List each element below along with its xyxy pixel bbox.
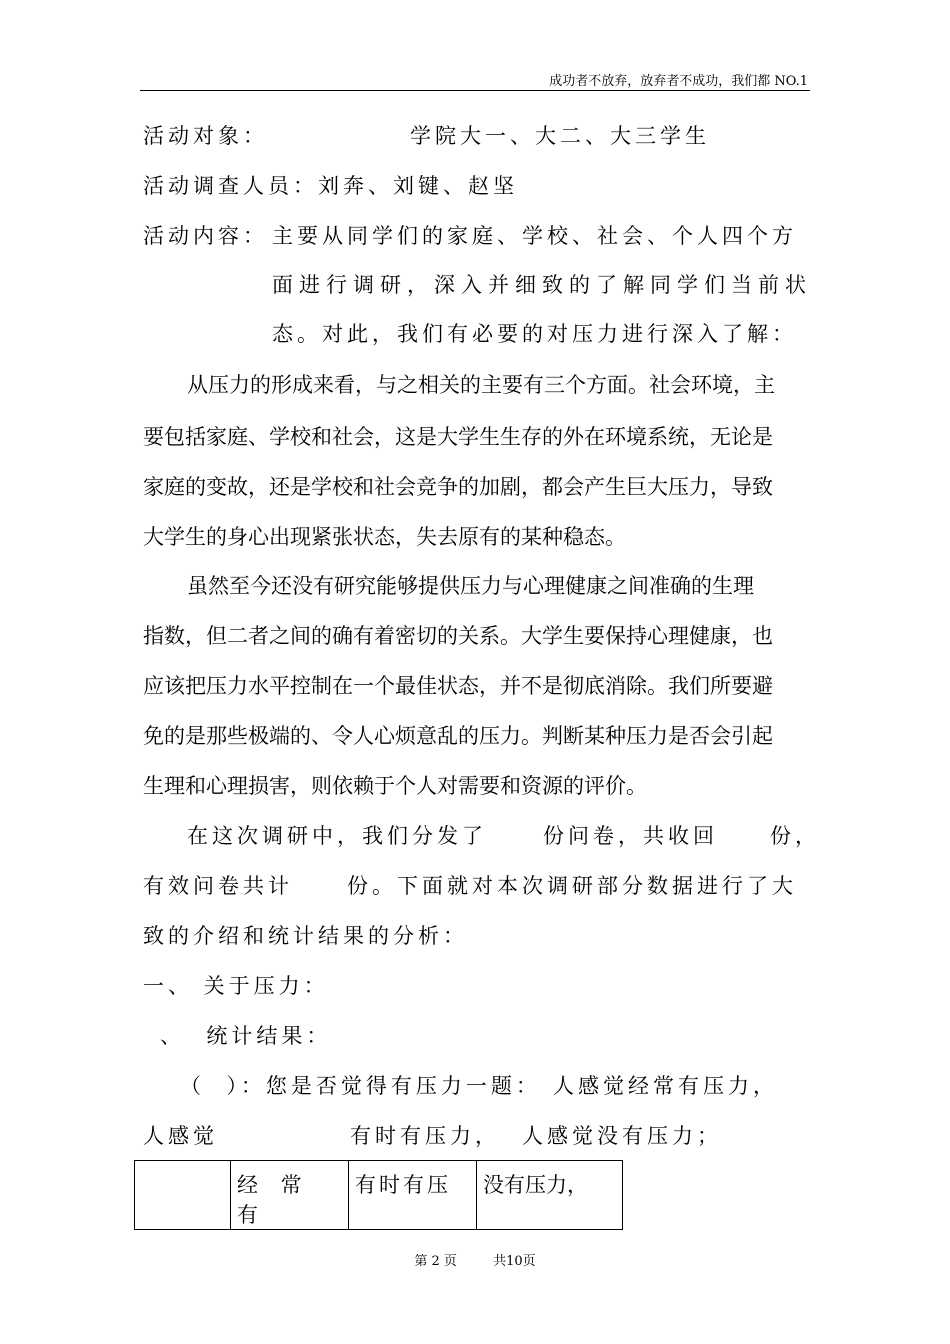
table-row xyxy=(135,1161,623,1230)
table-cell xyxy=(135,1161,231,1230)
p3-line-2a: 有效问卷共计 xyxy=(143,874,293,898)
p3-line-1c: 份， xyxy=(770,824,820,848)
section-heading: 一、 关于压力： xyxy=(143,974,329,998)
p3-line-3: 致的介绍和统计结果的分析： xyxy=(143,924,468,948)
page-footer xyxy=(0,1250,950,1269)
p3-line-2b: 份。下面就对本次调研部分数据进行了大 xyxy=(347,874,797,898)
content-line-2: 面进行调研，深入并细致的了解同学们当前状 xyxy=(272,273,812,297)
target-value: 学院大一、大二、大三学生 xyxy=(410,124,710,148)
header-motto: 成功者不放弃，放弃者不成功，我们都 NO.1 xyxy=(549,74,808,89)
content-label: 活动内容： xyxy=(143,224,268,248)
page-total: 共10页 xyxy=(493,1254,536,1269)
p2-line-4: 免的是那些极端的、令人心烦意乱的压力。判断某种压力是否会引起 xyxy=(143,724,773,748)
question-line-2b: 有时有压力， xyxy=(350,1124,500,1148)
p2-line-3: 应该把压力水平控制在一个最佳状态，并不是彻底消除。我们所要避 xyxy=(143,674,773,698)
question-line-2a: 人感觉 xyxy=(143,1124,218,1148)
p1-line-2: 要包括家庭、学校和社会，这是大学生生存的外在环境系统，无论是 xyxy=(143,425,773,449)
question-line-1b: 人感觉经常有压力， xyxy=(553,1074,778,1098)
question-line-2c: 人感觉没有压力； xyxy=(522,1124,722,1148)
p2-line-2: 指数，但二者之间的确有着密切的关系。大学生要保持心理健康，也 xyxy=(143,624,773,648)
question-line-1a: （ ）：您是否觉得有压力一题： xyxy=(180,1074,541,1098)
stats-table xyxy=(134,1160,623,1230)
target-label: 活动对象： xyxy=(143,124,268,148)
subsection-heading: 、 统计结果： xyxy=(160,1024,332,1048)
table-cell: 有时有压 xyxy=(349,1161,477,1230)
surveyors-line: 活动调查人员：刘奔、刘键、赵坚 xyxy=(143,174,518,198)
p3-line-1b: 份问卷，共收回 xyxy=(543,824,718,848)
content-line-3: 态。对此，我们有必要的对压力进行深入了解： xyxy=(272,322,797,346)
page-number: 第 2 页 xyxy=(414,1254,457,1269)
p2-line-1: 虽然至今还没有研究能够提供压力与心理健康之间准确的生理 xyxy=(187,574,754,598)
p1-line-4: 大学生的身心出现紧张状态，失去原有的某种稳态。 xyxy=(143,525,626,549)
content-line-1: 主要从同学们的家庭、学校、社会、个人四个方 xyxy=(272,224,797,248)
p1-line-3: 家庭的变故，还是学校和社会竞争的加剧，都会产生巨大压力，导致 xyxy=(143,475,773,499)
p3-line-1a: 在这次调研中，我们分发了 xyxy=(187,824,487,848)
table-cell: 没有压力， xyxy=(477,1161,623,1230)
page-header xyxy=(140,70,810,91)
p2-line-5: 生理和心理损害，则依赖于个人对需要和资源的评价。 xyxy=(143,774,647,798)
table-cell: 经 常 有 xyxy=(231,1161,349,1230)
p1-line-1: 从压力的形成来看，与之相关的主要有三个方面。社会环境，主 xyxy=(187,373,775,397)
